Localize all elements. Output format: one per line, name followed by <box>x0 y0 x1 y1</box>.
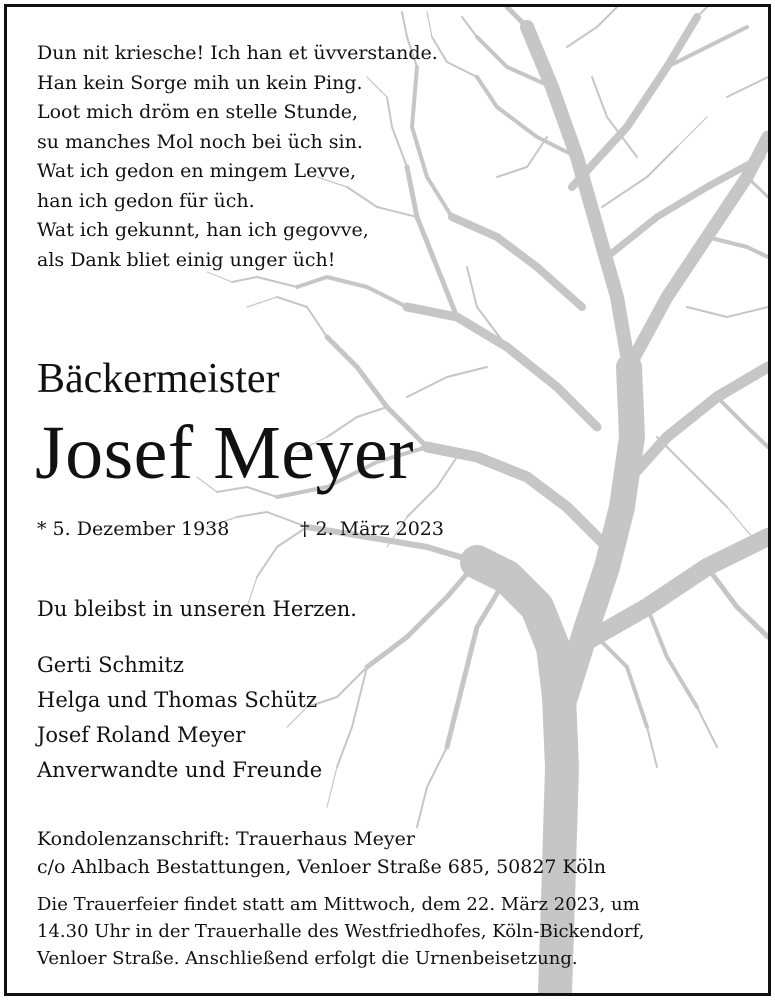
motto: Du bleibst in unseren Herzen. <box>37 597 357 621</box>
condolence-line: Kondolenzanschrift: Trauerhaus Meyer <box>37 828 415 850</box>
poem-line: Dun nit kriesche! Ich han et üvverstande. <box>37 42 438 64</box>
condolence-address <box>37 825 606 881</box>
mourners-list <box>37 648 322 788</box>
mourner: Anverwandte und Freunde <box>37 758 323 782</box>
deceased-title: Bäckermeister <box>37 356 280 402</box>
service-line: 14.30 Uhr in der Trauerhalle des Westfriedhofes, Köln-Bickendorf, <box>37 921 645 942</box>
mourner: Helga und Thomas Schütz <box>37 688 318 712</box>
funeral-service-info <box>37 891 757 972</box>
poem-line: als Dank bliet einig unger üch! <box>37 248 336 271</box>
poem <box>37 39 438 275</box>
deceased-name: Josef Meyer <box>35 411 415 495</box>
poem-line: han ich gedon für üch. <box>37 189 255 212</box>
mourner: Josef Roland Meyer <box>37 723 246 747</box>
condolence-line: c/o Ahlbach Bestattungen, Venloer Straße 685, 50827 Köln <box>37 856 606 878</box>
poem-line: Wat ich gekunnt, han ich gegovve, <box>37 219 369 241</box>
mourner: Gerti Schmitz <box>37 653 184 677</box>
poem-line: Han kein Sorge mih un kein Ping. <box>37 71 363 94</box>
service-line: Venloer Straße. Anschließend erfolgt die Urnenbeisetzung. <box>37 948 578 969</box>
birth-date: * 5. Dezember 1938 <box>37 518 230 540</box>
poem-line: Loot mich dröm en stelle Stunde, <box>37 101 359 123</box>
poem-line: Wat ich gedon en mingem Levve, <box>37 160 357 182</box>
death-date: † 2. März 2023 <box>300 518 444 540</box>
service-line: Die Trauerfeier findet statt am Mittwoch, dem 22. März 2023, um <box>37 894 640 915</box>
obituary-notice <box>4 4 771 996</box>
poem-line: su manches Mol noch bei üch sin. <box>37 130 363 153</box>
